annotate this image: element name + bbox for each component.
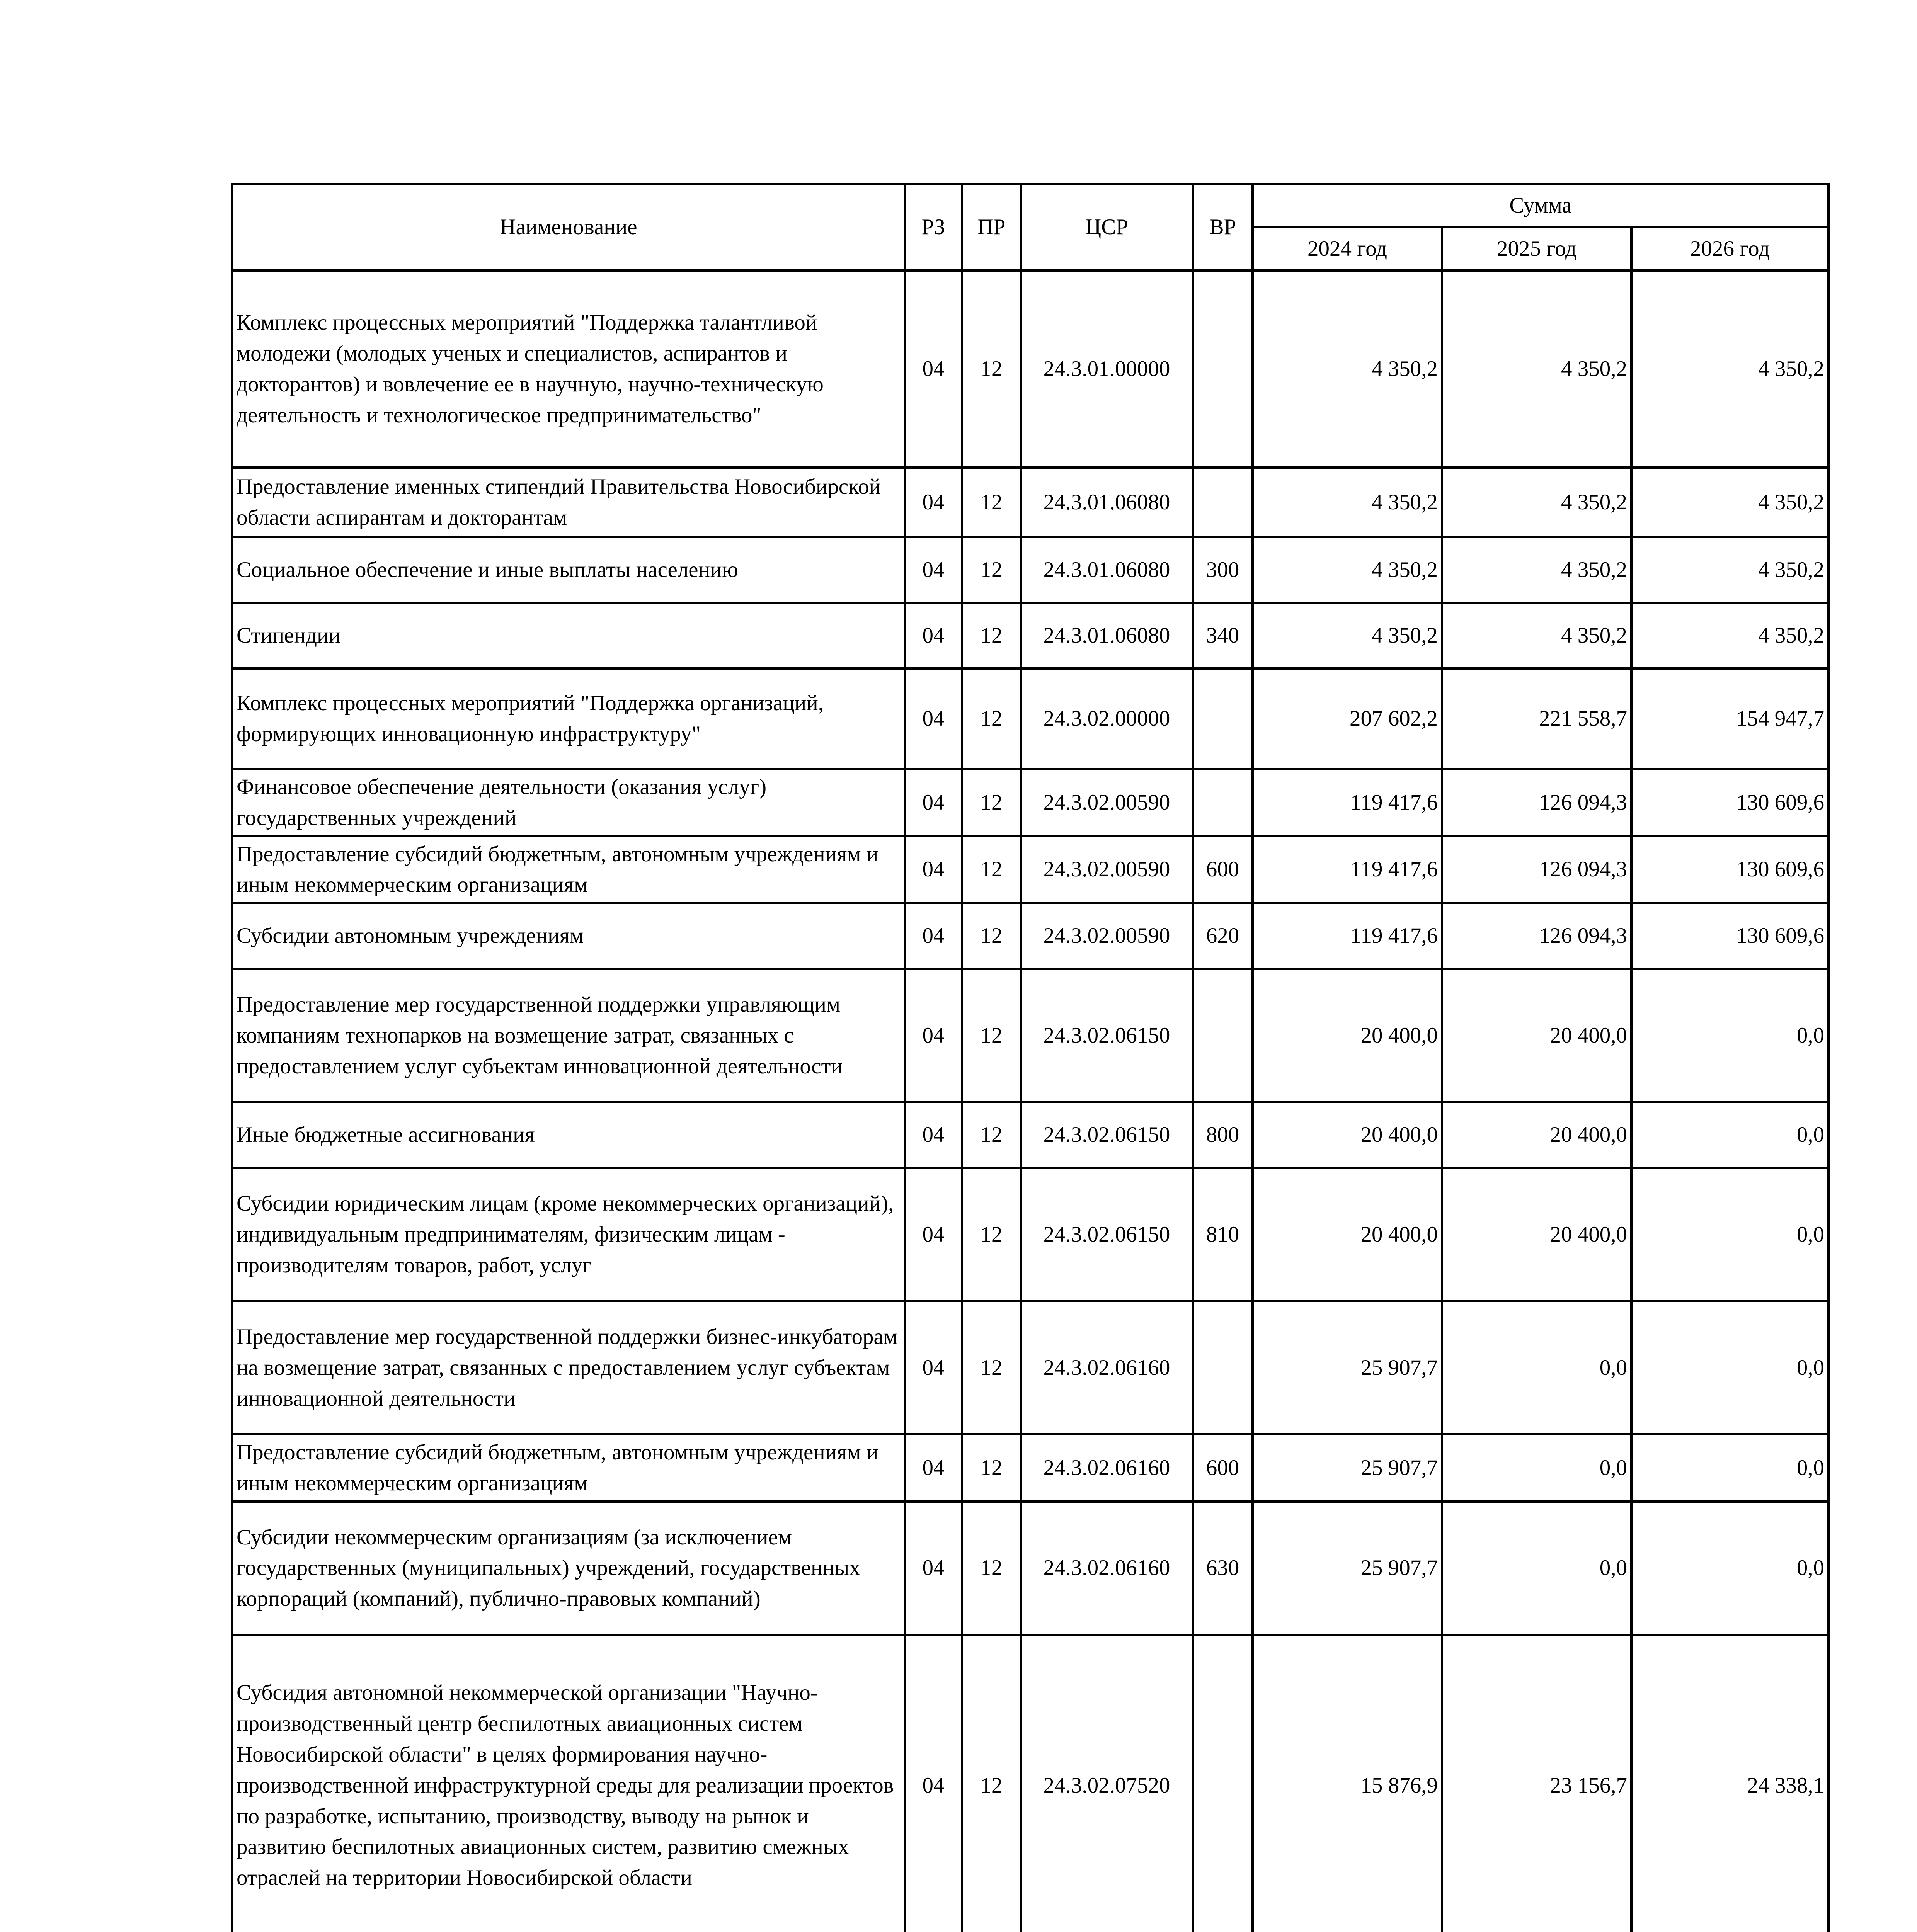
row-pr: 12 (962, 603, 1021, 668)
table-body (232, 270, 1828, 1932)
row-rz: 04 (905, 969, 962, 1102)
row-sum-2024: 25 907,7 (1253, 1434, 1442, 1502)
budget-table (231, 183, 1830, 1932)
row-sum-2024: 4 350,2 (1253, 603, 1442, 668)
row-vr: 630 (1193, 1502, 1253, 1635)
row-pr: 12 (962, 1502, 1021, 1635)
row-name: Финансовое обеспечение деятельности (оказания услуг) государственных учреждений (232, 769, 905, 836)
table-row (232, 1434, 1828, 1502)
row-csr: 24.3.01.06080 (1021, 537, 1193, 603)
row-sum-2024: 119 417,6 (1253, 769, 1442, 836)
row-sum-2026: 0,0 (1631, 969, 1828, 1102)
row-sum-2025: 4 350,2 (1442, 603, 1631, 668)
table-header (232, 184, 1828, 270)
row-name: Предоставление именных стипендий Правительства Новосибирской области аспирантам и докторантам (232, 468, 905, 537)
row-sum-2026: 0,0 (1631, 1102, 1828, 1168)
row-vr: 800 (1193, 1102, 1253, 1168)
row-rz: 04 (905, 1502, 962, 1635)
row-name: Предоставление мер государственной поддержки бизнес-инкубаторам на возмещение затрат, связанных с предоставлением услуг субъектам инновационной деятельности (232, 1301, 905, 1434)
row-pr: 12 (962, 1102, 1021, 1168)
header-rz: РЗ (905, 184, 962, 270)
row-rz: 04 (905, 270, 962, 468)
row-sum-2026: 0,0 (1631, 1434, 1828, 1502)
row-rz: 04 (905, 836, 962, 903)
row-sum-2026: 0,0 (1631, 1168, 1828, 1301)
row-sum-2026: 4 350,2 (1631, 270, 1828, 468)
table-row (232, 668, 1828, 769)
row-pr: 12 (962, 668, 1021, 769)
table-row (232, 836, 1828, 903)
row-csr: 24.3.02.06160 (1021, 1434, 1193, 1502)
row-csr: 24.3.02.00000 (1021, 668, 1193, 769)
row-vr (1193, 270, 1253, 468)
table-row (232, 969, 1828, 1102)
row-sum-2025: 4 350,2 (1442, 468, 1631, 537)
row-pr: 12 (962, 836, 1021, 903)
row-vr: 300 (1193, 537, 1253, 603)
row-sum-2024: 4 350,2 (1253, 270, 1442, 468)
row-name: Субсидия автономной некоммерческой организации "Научно-производственный центр беспилотных авиационных систем Новосибирской области" в целях формирования научно-производственной инфраструктурной среды для реализации проектов по разработке, испытанию, производству, выводу на рынок и развитию беспилотных авиационных систем, развитию смежных отраслей на территории Новосибирской области (232, 1635, 905, 1932)
row-sum-2024: 25 907,7 (1253, 1502, 1442, 1635)
row-vr (1193, 668, 1253, 769)
table-row (232, 603, 1828, 668)
row-sum-2026: 154 947,7 (1631, 668, 1828, 769)
row-name: Иные бюджетные ассигнования (232, 1102, 905, 1168)
row-sum-2026: 24 338,1 (1631, 1635, 1828, 1932)
row-sum-2025: 20 400,0 (1442, 969, 1631, 1102)
row-name: Комплекс процессных мероприятий "Поддержка организаций, формирующих инновационную инфраструктуру" (232, 668, 905, 769)
header-name: Наименование (232, 184, 905, 270)
row-sum-2025: 126 094,3 (1442, 769, 1631, 836)
row-vr (1193, 969, 1253, 1102)
row-sum-2025: 221 558,7 (1442, 668, 1631, 769)
row-rz: 04 (905, 1301, 962, 1434)
row-csr: 24.3.02.06150 (1021, 1168, 1193, 1301)
row-sum-2026: 130 609,6 (1631, 903, 1828, 969)
row-vr: 340 (1193, 603, 1253, 668)
row-sum-2024: 15 876,9 (1253, 1635, 1442, 1932)
row-vr: 620 (1193, 903, 1253, 969)
row-rz: 04 (905, 1102, 962, 1168)
table-row (232, 270, 1828, 468)
header-vr: ВР (1193, 184, 1253, 270)
row-csr: 24.3.01.06080 (1021, 468, 1193, 537)
row-sum-2026: 4 350,2 (1631, 537, 1828, 603)
row-pr: 12 (962, 468, 1021, 537)
row-sum-2026: 0,0 (1631, 1502, 1828, 1635)
row-csr: 24.3.02.06150 (1021, 1102, 1193, 1168)
row-csr: 24.3.02.06150 (1021, 969, 1193, 1102)
header-year-2024: 2024 год (1253, 227, 1442, 270)
row-sum-2025: 20 400,0 (1442, 1168, 1631, 1301)
row-sum-2026: 4 350,2 (1631, 603, 1828, 668)
row-pr: 12 (962, 1301, 1021, 1434)
row-rz: 04 (905, 769, 962, 836)
row-sum-2024: 119 417,6 (1253, 903, 1442, 969)
row-vr: 600 (1193, 1434, 1253, 1502)
row-sum-2024: 4 350,2 (1253, 468, 1442, 537)
row-csr: 24.3.02.00590 (1021, 836, 1193, 903)
header-year-2025: 2025 год (1442, 227, 1631, 270)
row-csr: 24.3.02.00590 (1021, 903, 1193, 969)
row-name: Субсидии юридическим лицам (кроме некоммерческих организаций), индивидуальным предпринимателям, физическим лицам - производителям товаров, работ, услуг (232, 1168, 905, 1301)
row-sum-2026: 0,0 (1631, 1301, 1828, 1434)
row-sum-2025: 0,0 (1442, 1301, 1631, 1434)
row-pr: 12 (962, 1434, 1021, 1502)
row-vr: 810 (1193, 1168, 1253, 1301)
row-name: Субсидии автономным учреждениям (232, 903, 905, 969)
row-csr: 24.3.02.07520 (1021, 1635, 1193, 1932)
row-csr: 24.3.02.00590 (1021, 769, 1193, 836)
row-vr: 600 (1193, 836, 1253, 903)
row-name: Стипендии (232, 603, 905, 668)
header-year-2026: 2026 год (1631, 227, 1828, 270)
row-vr (1193, 769, 1253, 836)
table-row (232, 1635, 1828, 1932)
row-rz: 04 (905, 903, 962, 969)
row-name: Предоставление мер государственной поддержки управляющим компаниям технопарков на возмещение затрат, связанных с предоставлением услуг субъектам инновационной деятельности (232, 969, 905, 1102)
row-rz: 04 (905, 668, 962, 769)
row-sum-2025: 4 350,2 (1442, 270, 1631, 468)
row-rz: 04 (905, 537, 962, 603)
row-sum-2024: 4 350,2 (1253, 537, 1442, 603)
row-rz: 04 (905, 1635, 962, 1932)
row-csr: 24.3.01.00000 (1021, 270, 1193, 468)
row-name: Предоставление субсидий бюджетным, автономным учреждениям и иным некоммерческим организациям (232, 836, 905, 903)
row-sum-2024: 25 907,7 (1253, 1301, 1442, 1434)
row-name: Социальное обеспечение и иные выплаты населению (232, 537, 905, 603)
row-pr: 12 (962, 769, 1021, 836)
row-sum-2024: 20 400,0 (1253, 969, 1442, 1102)
table-row (232, 537, 1828, 603)
table-row (232, 1301, 1828, 1434)
row-sum-2026: 4 350,2 (1631, 468, 1828, 537)
table-row (232, 1102, 1828, 1168)
row-rz: 04 (905, 1434, 962, 1502)
row-sum-2025: 126 094,3 (1442, 836, 1631, 903)
row-sum-2025: 0,0 (1442, 1502, 1631, 1635)
row-sum-2024: 20 400,0 (1253, 1168, 1442, 1301)
table-row (232, 1168, 1828, 1301)
row-pr: 12 (962, 270, 1021, 468)
row-pr: 12 (962, 969, 1021, 1102)
row-sum-2025: 0,0 (1442, 1434, 1631, 1502)
table-row (232, 769, 1828, 836)
row-vr (1193, 1635, 1253, 1932)
table-row (232, 1502, 1828, 1635)
row-rz: 04 (905, 603, 962, 668)
row-csr: 24.3.01.06080 (1021, 603, 1193, 668)
header-sum: Сумма (1253, 184, 1828, 227)
row-vr (1193, 1301, 1253, 1434)
row-sum-2025: 20 400,0 (1442, 1102, 1631, 1168)
row-csr: 24.3.02.06160 (1021, 1502, 1193, 1635)
table-row (232, 468, 1828, 537)
row-csr: 24.3.02.06160 (1021, 1301, 1193, 1434)
row-sum-2025: 23 156,7 (1442, 1635, 1631, 1932)
row-vr (1193, 468, 1253, 537)
row-pr: 12 (962, 1635, 1021, 1932)
row-name: Субсидии некоммерческим организациям (за исключением государственных (муниципальных) учреждений, государственных корпораций (компаний), публично-правовых компаний) (232, 1502, 905, 1635)
row-sum-2025: 126 094,3 (1442, 903, 1631, 969)
row-sum-2025: 4 350,2 (1442, 537, 1631, 603)
header-csr: ЦСР (1021, 184, 1193, 270)
row-sum-2026: 130 609,6 (1631, 769, 1828, 836)
row-name: Комплекс процессных мероприятий "Поддержка талантливой молодежи (молодых ученых и специалистов, аспирантов и докторантов) и вовлечение ее в научную, научно-техническую деятельность и технологическое предпринимательство" (232, 270, 905, 468)
row-pr: 12 (962, 903, 1021, 969)
row-rz: 04 (905, 1168, 962, 1301)
table-row (232, 903, 1828, 969)
row-sum-2024: 207 602,2 (1253, 668, 1442, 769)
row-name: Предоставление субсидий бюджетным, автономным учреждениям и иным некоммерческим организациям (232, 1434, 905, 1502)
row-sum-2024: 20 400,0 (1253, 1102, 1442, 1168)
row-pr: 12 (962, 1168, 1021, 1301)
header-pr: ПР (962, 184, 1021, 270)
row-sum-2024: 119 417,6 (1253, 836, 1442, 903)
row-rz: 04 (905, 468, 962, 537)
row-sum-2026: 130 609,6 (1631, 836, 1828, 903)
row-pr: 12 (962, 537, 1021, 603)
